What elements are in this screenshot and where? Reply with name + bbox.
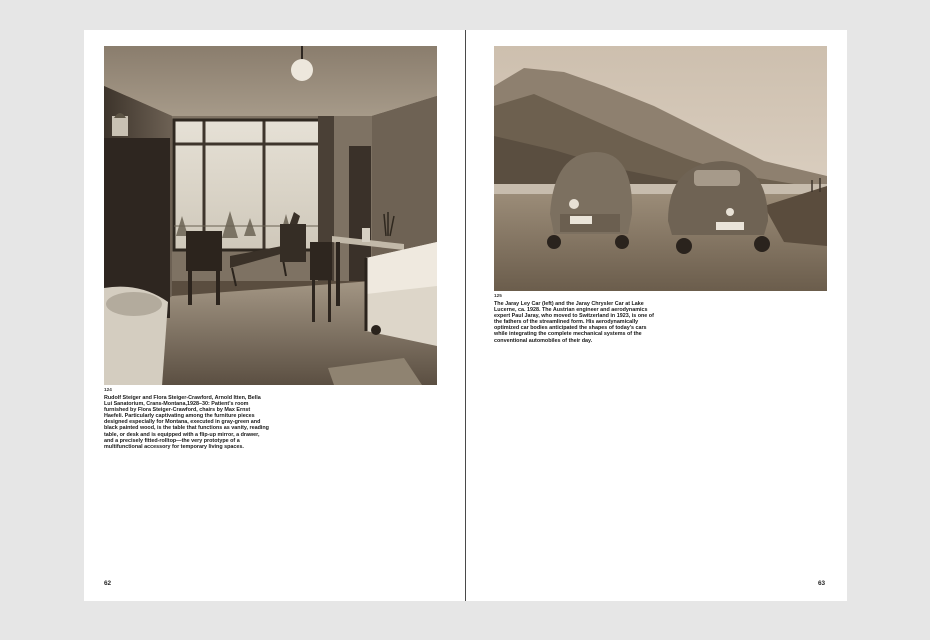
jaray-cars-illustration: [494, 46, 827, 291]
book-spread: [84, 30, 847, 601]
figure-number: 125: [494, 293, 502, 298]
figure-caption: The Jaray Ley Car (left) and the Jaray Chrysler Car at Lake Lucerne, ca. 1928. The Austrian engineer and aerodynamics expert Paul Jaray, who moved to Switzerland in 1923, is one of the fathers of the streamlined form. His aerodynamically optimized car bodies anticipated the shapes of today's cars while integrating the complete mechanical systems of the conventional automobiles of their day.: [494, 301, 654, 344]
sanatorium-room-illustration: [104, 46, 437, 385]
figure-caption: Rudolf Steiger and Flora Steiger-Crawford, Arnold Itten, Bella Lui Sanatorium, Crans-Montana,1928–30: Patient's room furnished by Flora Steiger-Crawford, chairs by Max Ernst Haefeli. Particularly captivating among the furniture pieces designed especially for Montana, executed in gray-green and black painted wood, is the table that functions as vanity, reading table, or desk and is equipped with a flip-up mirror, a drawer, and a precisely fitted-rolltop—the very prototype of a multifunctional accessory for temporary living spaces.: [104, 395, 269, 450]
figure-number: 124: [104, 387, 112, 392]
jaray-cars-photo: [494, 46, 827, 291]
page-number: 62: [104, 580, 112, 587]
left-page: [84, 30, 465, 601]
sanatorium-room-photo: [104, 46, 437, 385]
page-number: 63: [818, 580, 826, 587]
right-page: [466, 30, 847, 601]
